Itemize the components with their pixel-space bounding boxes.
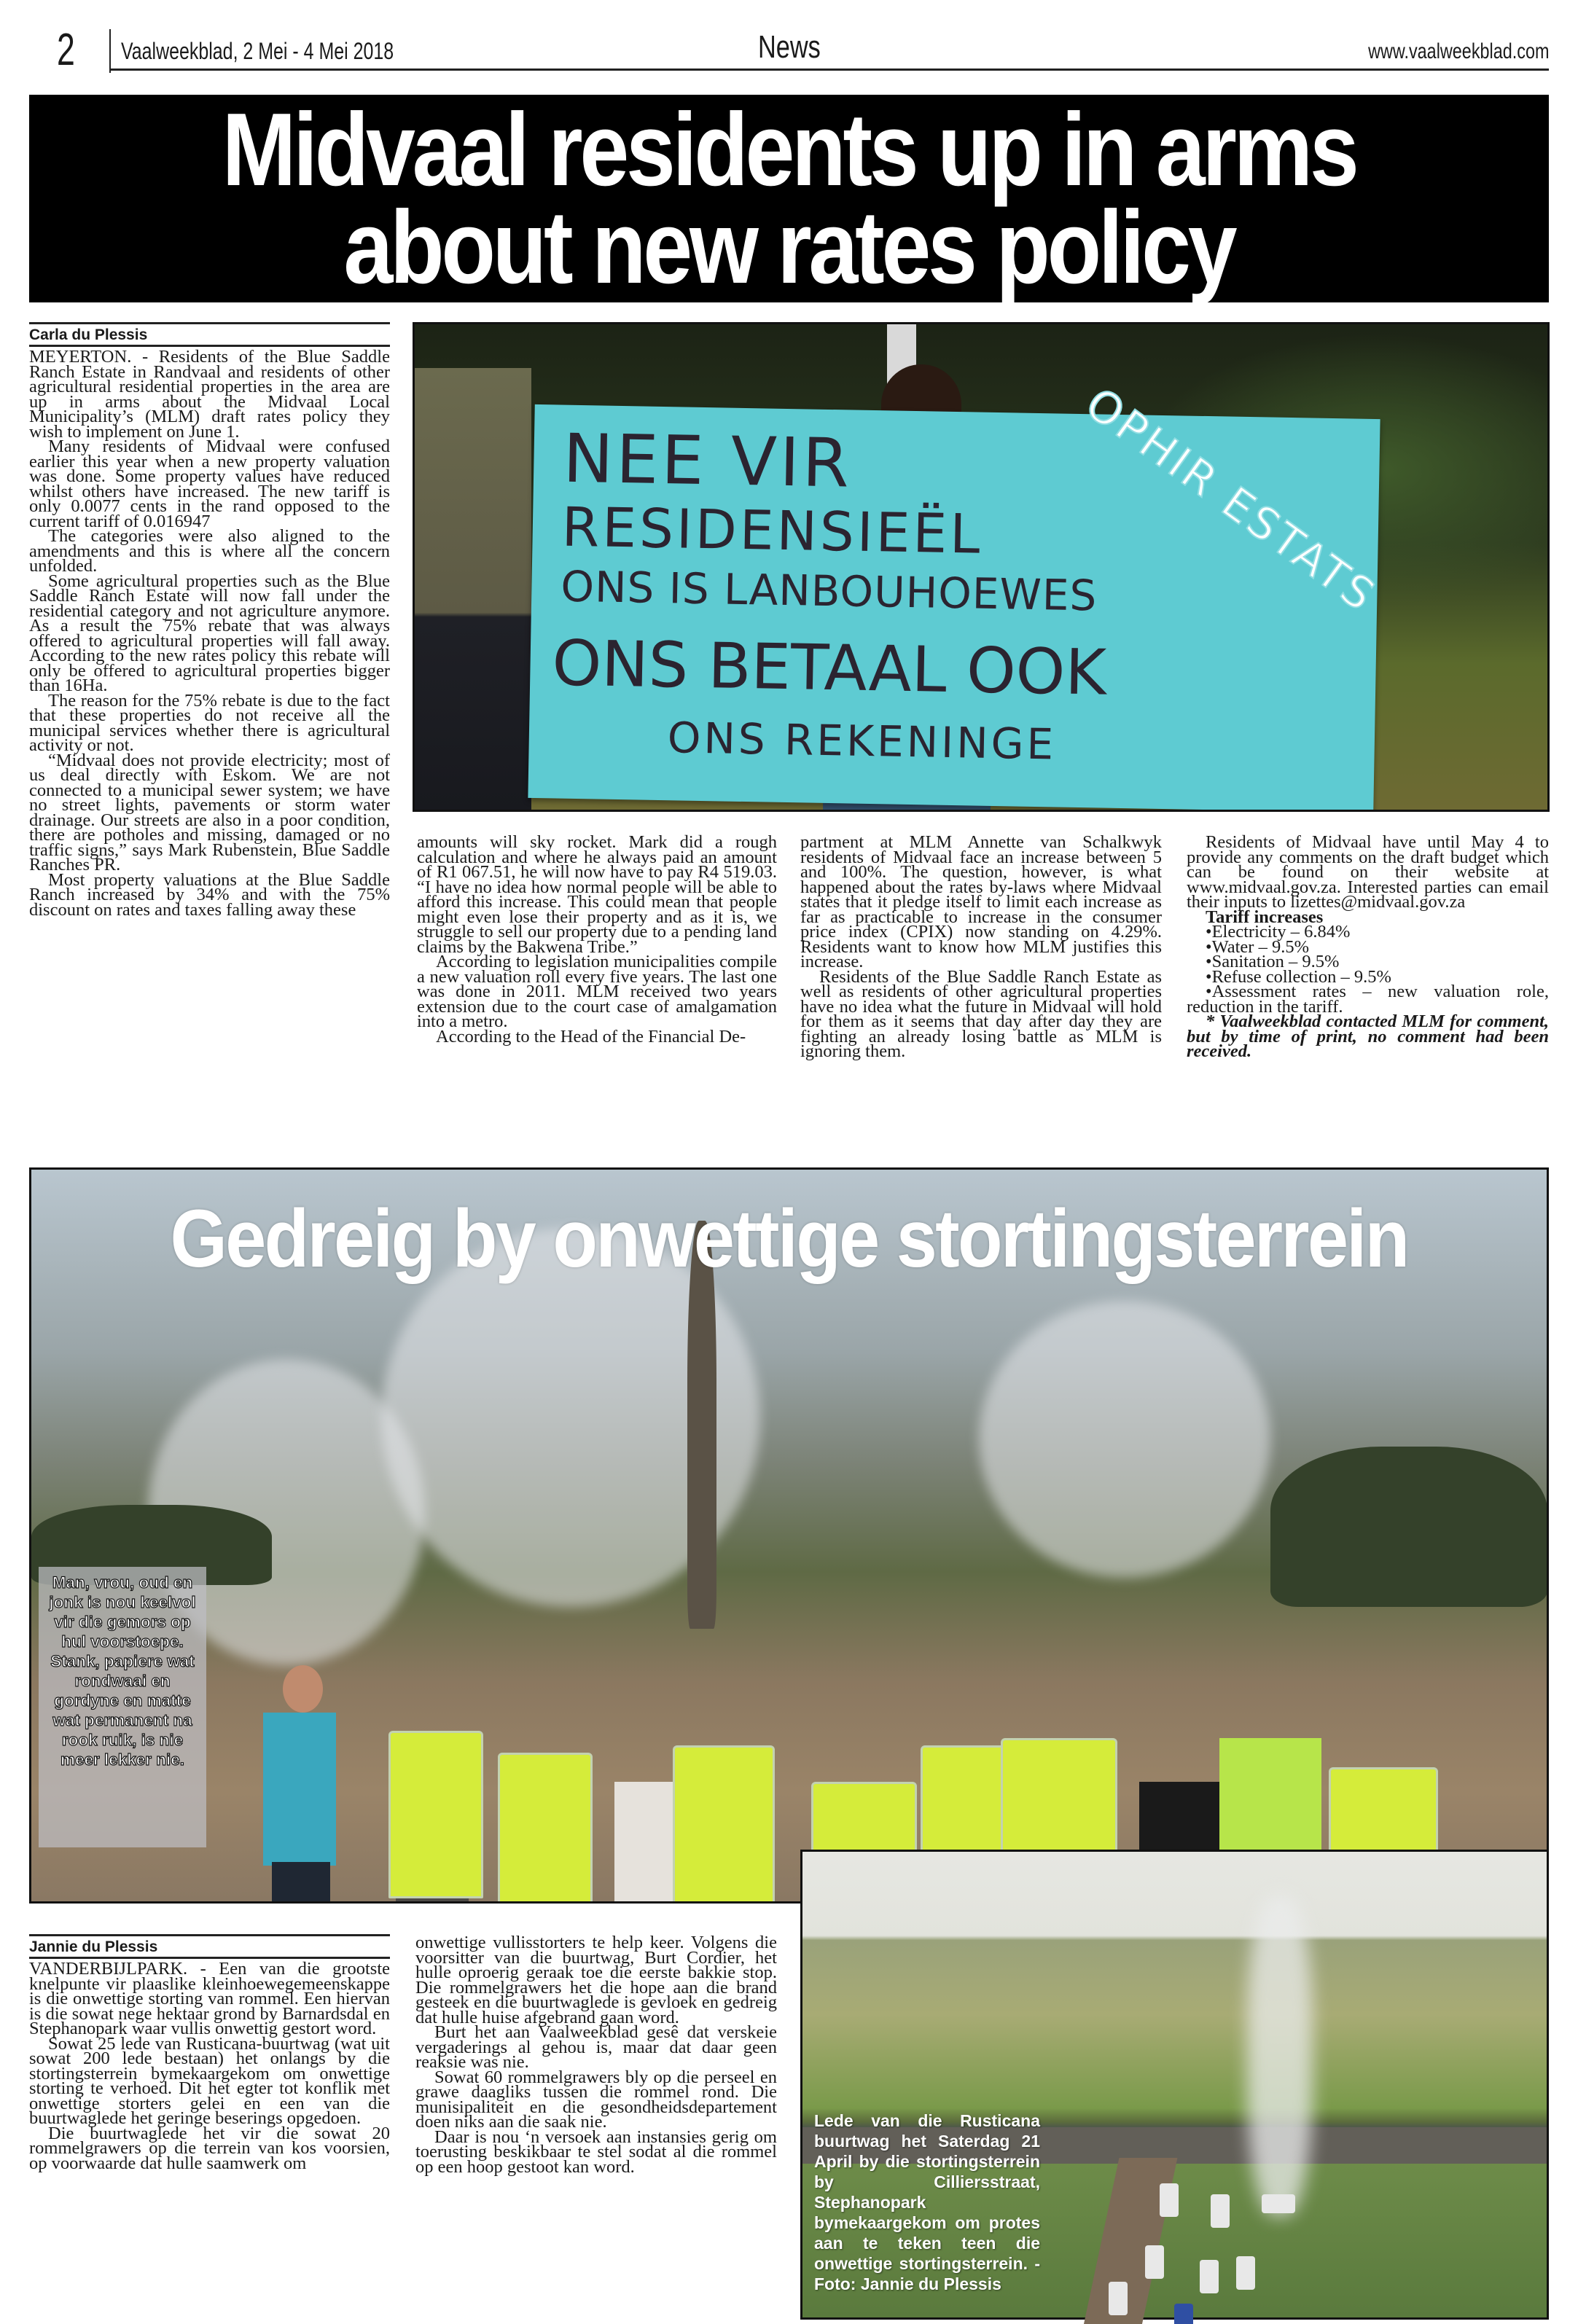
aerial-photo: [800, 1850, 1549, 2320]
article1-column-3: [800, 832, 1162, 1061]
article1-paragraph: partment at MLM Annette van Schalkwyk residents of Midvaal face an increase between 5 and 100%. The question, however, is what happened about the rates by-laws where Midvaal states that it pledge itself to limit each increase as far as practicable to increase in the consumer price index (CPIX) now standing on 4.29%. Residents want to know how MLM justifies this increase.: [800, 832, 1162, 971]
article1-paragraph: Residents of the Blue Saddle Ranch Estate as well as residents of other agricultural properties have no idea what the future in Midvaal will hold for them as it seems that day after day they are fighting an already losing battle as MLM is ignoring them.: [800, 966, 1162, 1061]
tariff-item: •Refuse collection – 9.5%: [1206, 966, 1391, 987]
article1-paragraph: The reason for the 75% rebate is due to the fact that these properties do not receive all the municipal services whether there is agricultural activity or not.: [29, 690, 390, 755]
article2-byline: Jannie du Plessis: [29, 1934, 390, 1959]
article2-paragraph: Sowat 60 rommelgrawers bly op die perseel en grawe daagliks tussen die rommel rond. Die munisipaliteit en die gesondheidsdepartement doen niks aan die saak nie.: [415, 2067, 777, 2132]
masthead-divider: [109, 29, 111, 73]
page-number: 2: [57, 25, 75, 75]
article1-paragraph: Many residents of Midvaal were confused earlier this year when a new property valuation was done. Some property values have reduced whilst others have increased. The new tariff is only 0.0077 cents in the rand opposed to the current tariff of 0.016947: [29, 437, 390, 531]
photo-person-left: [415, 368, 531, 812]
article1-paragraph: According to the Head of the Financial De-: [436, 1026, 746, 1046]
article1-headline: [29, 91, 1549, 305]
headline-line-1: Midvaal residents up in arms: [222, 91, 1356, 208]
article1-column-1: [29, 322, 390, 918]
sign-line: NEE VIR: [562, 419, 853, 503]
section-label: News: [758, 29, 821, 65]
article1-paragraph: The categories were also aligned to the amendments and this is where all the concern unfolded.: [29, 526, 390, 576]
sign-line: ONS REKENINGE: [667, 713, 1057, 770]
protest-sign: [528, 377, 1386, 812]
photo-caption: Man, vrou, oud en jonk is nou keelvol vir die gemors op hul voorstoepe. Stank, papiere wat rondwaai en gordyne en matte wat permanent na rook ruik, is nie meer lekker nie.: [39, 1567, 206, 1847]
article1-byline: Carla du Plessis: [29, 322, 390, 347]
protest-photo: [413, 322, 1550, 812]
neighbourhood-watch-photo: [29, 1167, 1549, 1904]
article1-paragraph: Residents of Midvaal have until May 4 to provide any comments on the draft budget which can be found on their website at www.midvaal.gov.za. Interested parties can email their inputs to lizettes@midvaal.gov.za: [1187, 832, 1549, 912]
article1-paragraph: According to legislation municipalities compile a new valuation roll every five years. The last one was done in 2011. MLM received two years extension due to the court case of amalgamation into a metro.: [417, 952, 777, 1031]
article1-paragraph: “Midvaal does not provide electricity; most of us deal directly with Eskom. We are not connected to a municipal sewer system; we have no street lights, pavements or storm water drainage. Our streets are also in a poor condition, there are potholes and missing, damaged or no traffic signs,” says Mark Rubenstein, Blue Saddle Ranches PR.: [29, 750, 390, 875]
article1-paragraph: Some agricultural properties such as the Blue Saddle Ranch Estate will now fall under the residential category and not agriculture anymore. As a result the 75% rebate that was always offered to agricultural properties will fall away. According to the new rates policy this rebate will only be offered to agricultural properties bigger than 16Ha.: [29, 571, 390, 695]
article1-paragraph: Most property valuations at the Blue Saddle Ranch increased by 34% and with the 75% discount on rates and taxes falling away these: [29, 869, 390, 920]
article1-column-2: [417, 832, 777, 1046]
aerial-smoke: [1247, 1895, 1313, 2216]
article2-paragraph: VANDERBIJLPARK. - Een van die grootste knelpunte vir plaaslike kleinhoewegemeenskappe is die onwettige storting van rommel. Een hiervan is die sowat nege hektaar grond by Barnardsdal en Stephanopark waar vullis onwettig gestort word.: [29, 1959, 390, 2038]
tariff-heading: Tariff increases: [1206, 907, 1324, 927]
article1-paragraph: MEYERTON. - Residents of the Blue Saddle Ranch Estate in Randvaal and residents of other agricultural residential properties in the area are up in arms about the Midvaal Local Municipality’s (MLM) draft rates policy they wish to implement on June 1.: [29, 347, 390, 442]
article2-paragraph: onwettige vullisstorters te help keer. Volgens die voorsitter van die buurtwag, Burt Cordier, het hulle oproerig geraak toe die eerste bakkie stop. Die rommelgrawers het die hope aan die brand gesteek en die buurtwaglede is gevloek en gedreig dat hulle huise afgebrand gaan word.: [415, 1933, 777, 2027]
article2-column-2: [415, 1933, 777, 2177]
article2-column-1: [29, 1934, 390, 2171]
article2-paragraph: Burt het aan Vaalweekblad gesê dat verskeie vergaderings al gehou is, maar dat daar geen reaksie was nie.: [415, 2022, 777, 2072]
article2-headline: Gedreig by onwettige stortingsterrein: [170, 1193, 1408, 1284]
article2-paragraph: Die buurtwaglede het vir die sowat 20 rommelgrawers op die terrein van kos voorsien, op voorwaarde dat hulle saamwerk om: [29, 2123, 390, 2173]
tariff-item: •Sanitation – 9.5%: [1206, 952, 1340, 971]
sign-line: RESIDENSIEËL: [561, 496, 984, 566]
sign-line: ONS BETAAL OOK: [551, 627, 1107, 710]
sign-corner-text: OPHIR ESTATS: [1076, 377, 1386, 623]
sign-line: ONS IS LANBOUHOEWES: [560, 561, 1098, 621]
headline-line-2: about new rates policy: [343, 189, 1235, 305]
article1-paragraph: amounts will sky rocket. Mark did a rough calculation and where he always paid an amount of R1 067.51, he will now have to pay R4 519.03. “I have no idea how normal people will be able to afford this increase. This could mean that people might even lose their property and as it is, we struggle to sell our property due to a pending land claims by the Bakwena Tribe.”: [417, 832, 777, 957]
issue-date: Vaalweekblad, 2 Mei - 4 Mei 2018: [121, 38, 394, 64]
tariff-item: •Electricity – 6.84%: [1206, 922, 1351, 942]
masthead-rule: [111, 69, 1549, 71]
tariff-item: •Assessment rates – new valuation role, reduction in the tariff.: [1187, 982, 1549, 1017]
article1-column-4: [1187, 832, 1549, 1061]
article2-paragraph: Daar is nou ‘n versoek aan instansies gerig om toerusting beskikbaar te stel sodat al die rommel op een hoop gestoot kan word.: [415, 2127, 777, 2177]
article2-paragraph: Sowat 25 lede van Rusticana-buurtwag (wat uit sowat 200 lede bestaan) het onlangs by die stortingsterrein bymekaargekom om onwettige storting te verhoed. Dit het egter tot konflik met onwettige storters gelei en een van die buurtwaglede het geringe beserings opgedoen.: [29, 2033, 390, 2128]
website-url: www.vaalweekblad.com: [1367, 39, 1549, 63]
aerial-photo-caption: Lede van die Rusticana buurtwag het Saterdag 21 April by die stortingsterrein by Cilliersstraat, Stephanopark bymekaargekom om protes aan te teken teen die onwettige stortingsterrein. - Foto: Jannie du Plessis: [814, 2111, 1040, 2293]
editor-note: * Vaalweekblad contacted MLM for comment, but by time of print, no comment had been received.: [1187, 1012, 1549, 1061]
tariff-item: •Water – 9.5%: [1206, 936, 1309, 957]
